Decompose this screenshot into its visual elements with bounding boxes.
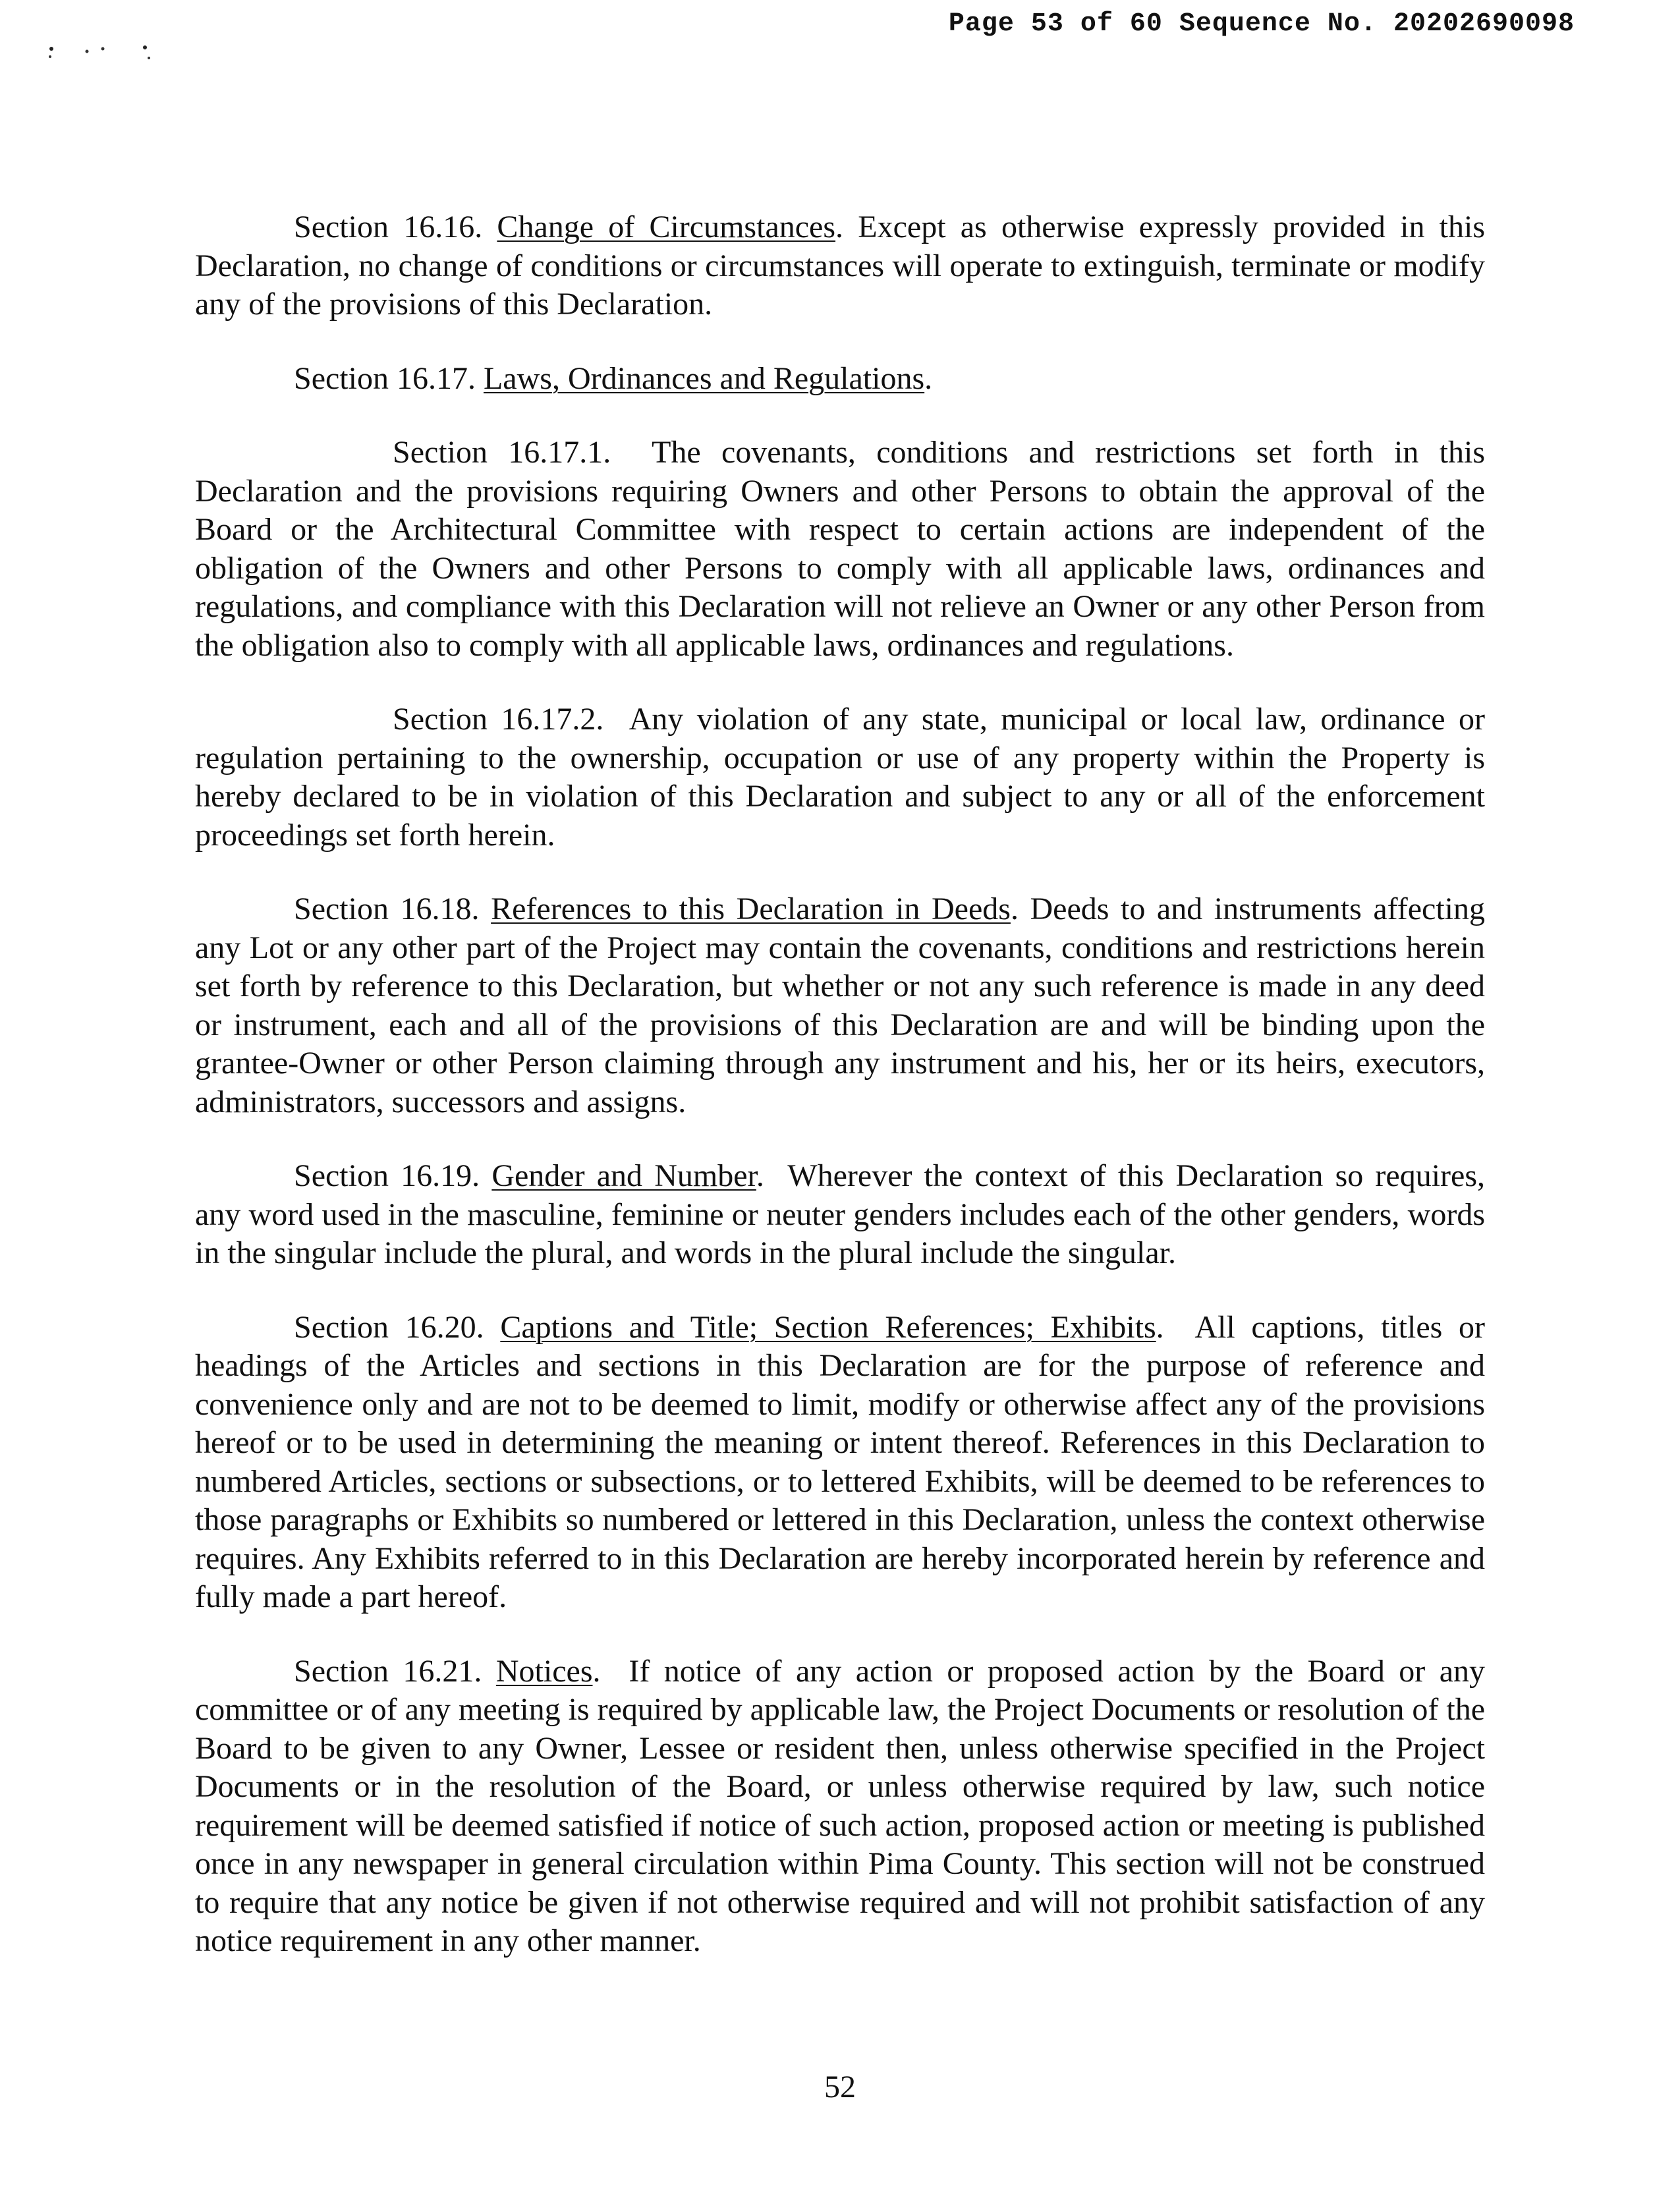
section-body: If notice of any action or proposed action by the Board or any committee or of any meeting is required by applicable law, the Project Documents or resolution of the Board to be given to any Owner, Lessee or resident then, unless otherwise specified in the Project Documents or in the resolution of the Board, or unless otherwise required by law, such notice requirement will be deemed satisfied if notice of such action, proposed action or meeting is published once in any newspaper in general circulation within Pima County. This section will not be construed to require that any notice be given if not otherwise required and will not prohibit satisfaction of any notice requirement in any other manner. — [195, 1653, 1485, 1958]
section-number: Section 16.21. — [294, 1653, 482, 1689]
section-16-21: Section 16.21. Notices. If notice of any action or proposed action by the Board or any committee or of any meeting is required by applicable law, the Project Documents or resolution of the Board to be given to any Owner, Lessee or resident then, unless otherwise specified in the Project Documents or in the resolution of the Board, or unless otherwise required by law, such notice requirement will be deemed satisfied if notice of such action, proposed action or meeting is published once in any newspaper in general circulation within Pima County. This section will not be construed to require that any notice be given if not otherwise required and will not prohibit satisfaction of any notice requirement in any other manner. — [195, 1653, 1485, 1958]
scan-specks — [46, 40, 165, 72]
section-16-18: Section 16.18. References to this Declaration in Deeds. Deeds to and instruments affecting any Lot or any other part of the Project may contain the covenants, conditions and restrictions herein set forth by reference to this Declaration, but whether or not any such reference is made in any deed or instrument, each and all of the provisions of this Declaration are and will be binding upon the grantee-Owner or other Person claiming through any instrument and his, her or its heirs, executors, administrators, successors and assigns. — [195, 891, 1486, 1119]
section-number: Section 16.17. — [294, 360, 476, 396]
section-title: Gender and Number — [491, 1158, 756, 1193]
section-number: Section 16.20. — [294, 1309, 484, 1345]
section-number: Section 16.19. — [294, 1158, 480, 1193]
section-title: Captions and Title; Section References; Exhibits — [500, 1309, 1156, 1345]
section-body: Any violation of any state, municipal or local law, ordinance or regulation pertaining to the ownership, occupation or use of any property within the Property is hereby declared to be in violation of this Declaration and subject to any or all of the enforcement proceedings set forth herein. — [195, 702, 1486, 853]
section-16-17-1 — [195, 434, 1485, 665]
section-16-17: Section 16.17. Laws, Ordinances and Regulations. — [294, 360, 933, 396]
section-16-16: Section 16.16. Change of Circumstances. Except as otherwise expressly provided in this Declaration, no change of conditions or circumstances will operate to extinguish, terminate or modify any of the provisions of this Declaration. — [195, 210, 1486, 322]
section-number: Section 16.17.1. — [393, 435, 611, 470]
section-title: Laws, Ordinances and Regulations — [483, 360, 925, 396]
section-body: Wherever the context of this Declaration so requires, any word used in the masculine, feminine or neuter genders includes each of the other genders, words in the singular include the plural, and words in the plural include the singular. — [195, 1158, 1486, 1270]
section-16-19: Section 16.19. Gender and Number. Wherever the context of this Declaration so requires, any word used in the masculine, feminine or neuter genders includes each of the other genders, words in the singular include the plural, and words in the plural include the singular. — [195, 1158, 1486, 1270]
section-body: Deeds to and instruments affecting any Lot or any other part of the Project may contain the covenants, conditions and restrictions herein set forth by reference to this Declaration, but whether or not any such reference is made in any deed or instrument, each and all of the provisions of this Declaration are and will be binding upon the grantee-Owner or other Person claiming through any instrument and his, her or its heirs, executors, administrators, successors and assigns. — [195, 891, 1486, 1119]
section-number: Section 16.18. — [294, 891, 480, 926]
section-16-17-2 — [195, 700, 1485, 855]
section-title: Change of Circumstances — [497, 210, 836, 244]
section-body: Except as otherwise expressly provided in this Declaration, no change of conditions or circumstances will operate to extinguish, terminate or modify any of the provisions of this Declaration. — [195, 210, 1486, 322]
section-16-20: Section 16.20. Captions and Title; Section References; Exhibits. All captions, titles or headings of the Articles and sections in this Declaration are for the purpose of reference and convenience only and are not to be deemed to limit, modify or otherwise affect any of the provisions hereof or to be used in determining the meaning or intent thereof. References in this Declaration to numbered Articles, sections or subsections, or to lettered Exhibits, will be deemed to be references to those paragraphs or Exhibits so numbered or lettered in this Declaration, unless the context otherwise requires. Any Exhibits referred to in this Declaration are hereby incorporated herein by reference and fully made a part hereof. — [195, 1309, 1486, 1614]
page-sequence-header: Page 53 of 60 Sequence No. 20202690098 — [948, 9, 1575, 39]
page-number: 52 — [824, 2070, 856, 2104]
section-title: Notices — [495, 1653, 593, 1689]
section-number: Section 16.16. — [294, 210, 483, 244]
section-number: Section 16.17.2. — [393, 702, 604, 737]
document-body — [195, 208, 1485, 1996]
section-body: All captions, titles or headings of the Articles and sections in this Declaration are for the purpose of reference and convenience only and are not to be deemed to limit, modify or otherwise affect any of the provisions hereof or to be used in determining the meaning or intent thereof. References in this Declaration to numbered Articles, sections or subsections, or to lettered Exhibits, will be deemed to be references to those paragraphs or Exhibits so numbered or lettered in this Declaration, unless the context otherwise requires. Any Exhibits referred to in this Declaration are hereby incorporated herein by reference and fully made a part hereof. — [195, 1309, 1486, 1614]
section-body: The covenants, conditions and restrictions set forth in this Declaration and the provisions requiring Owners and other Persons to obtain the approval of the Board or the Architectural Committee with respect to certain actions are independent of the obligation of the Owners and other Persons to comply with all applicable laws, ordinances and regulations, and compliance with this Declaration will not relieve an Owner or any other Person from the obligation also to comply with all applicable laws, ordinances and regulations. — [195, 435, 1485, 663]
section-title: References to this Declaration in Deeds — [491, 891, 1011, 926]
